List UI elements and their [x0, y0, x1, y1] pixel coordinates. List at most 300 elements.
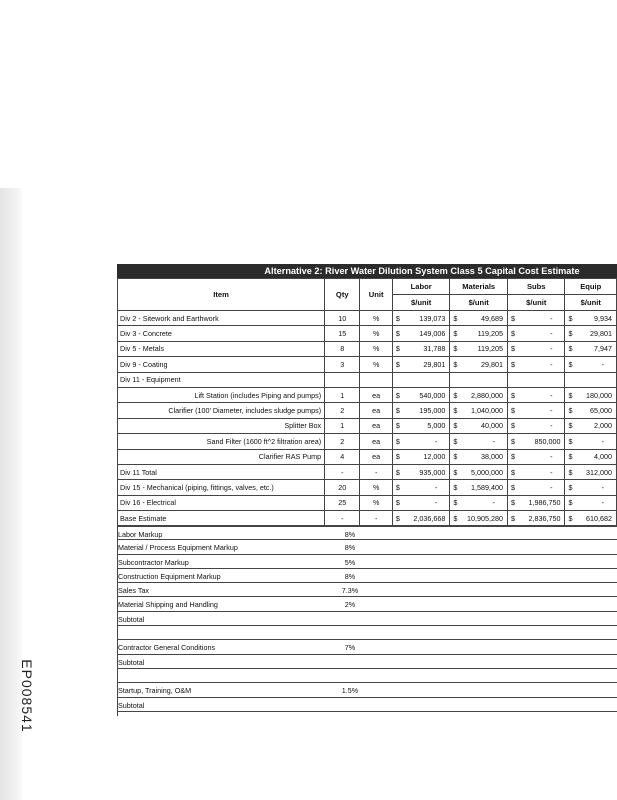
markup-label: Subcontractor Markup: [118, 557, 189, 567]
amount: -: [434, 436, 438, 446]
row-equip-cell: [565, 326, 617, 341]
money-value: [567, 438, 614, 445]
currency-symbol: $: [395, 482, 400, 492]
row-subs-cell: [508, 480, 565, 495]
markup-label: Startup, Training, O&M: [118, 686, 192, 696]
currency-symbol: $: [568, 513, 573, 523]
amount: 65,000: [590, 405, 612, 415]
money-value: [510, 330, 562, 337]
markup-label: Subtotal: [118, 614, 145, 624]
currency-symbol: $: [511, 498, 516, 508]
amount: 610,682: [586, 513, 612, 523]
money-value: [567, 392, 614, 399]
row-equip-cell: [565, 495, 617, 510]
header-subs-unit: $/unit: [508, 295, 565, 311]
amount: 540,000: [419, 390, 446, 400]
money-value: [510, 407, 562, 414]
money-value: [452, 345, 505, 352]
row-subs-cell: [508, 434, 565, 449]
row-materials-cell: [450, 341, 508, 356]
amount: -: [601, 359, 604, 369]
cost-table-body: [118, 311, 617, 526]
markup-value: 5%: [344, 557, 356, 567]
currency-symbol: $: [395, 328, 400, 338]
row-qty: -: [325, 464, 360, 479]
row-unit: %: [360, 495, 393, 510]
table-row: [118, 372, 617, 387]
amount: 9,934: [594, 313, 612, 323]
currency-symbol: $: [453, 452, 458, 462]
currency-symbol: $: [395, 390, 400, 400]
markup-value: 2%: [344, 600, 356, 610]
row-labor-cell: [392, 434, 449, 449]
currency-symbol: $: [395, 467, 400, 477]
amount: -: [492, 498, 496, 508]
header-row: [118, 279, 617, 295]
row-qty: 1: [325, 387, 360, 402]
currency-symbol: $: [453, 436, 458, 446]
money-value: [452, 469, 505, 476]
row-labor-cell: [392, 464, 449, 479]
table-row: [118, 495, 617, 510]
money-value: [452, 515, 505, 522]
money-value: [395, 438, 447, 445]
amount: 119,205: [477, 328, 504, 338]
markup-label: Subtotal: [118, 657, 145, 667]
money-value: [395, 453, 447, 460]
table-row: [118, 434, 617, 449]
row-equip-cell: [565, 449, 617, 464]
currency-symbol: $: [453, 498, 458, 508]
row-unit: %: [360, 311, 393, 326]
markup-label: Contractor General Conditions: [118, 643, 216, 653]
row-subs-cell: [508, 511, 565, 526]
row-equip-cell: [565, 434, 617, 449]
markup-row: [117, 569, 617, 583]
money-value: [510, 438, 562, 445]
amount: -: [550, 359, 553, 369]
row-unit: ea: [360, 387, 393, 402]
amount: 40,000: [481, 421, 504, 431]
row-labor-cell: [392, 511, 449, 526]
currency-symbol: $: [395, 513, 400, 523]
row-item-label: Clarifier RAS Pump: [118, 449, 325, 464]
table-row: [118, 357, 617, 372]
currency-symbol: $: [568, 482, 573, 492]
row-materials-cell: [450, 464, 508, 479]
row-subs-cell: [508, 403, 565, 418]
header-labor-unit: $/unit: [392, 295, 449, 311]
row-labor-cell: [392, 372, 449, 387]
money-value: [567, 515, 614, 522]
row-materials-cell: [450, 434, 508, 449]
row-materials-cell: [450, 511, 508, 526]
currency-symbol: $: [568, 421, 573, 431]
amount: 935,000: [419, 467, 446, 477]
row-qty: -: [325, 511, 360, 526]
amount: -: [550, 344, 553, 354]
money-value: [567, 330, 614, 337]
row-item-label: Div 16 - Electrical: [118, 495, 325, 510]
markup-row: [117, 555, 617, 569]
row-labor-cell: [392, 495, 449, 510]
row-qty: 25: [325, 495, 360, 510]
money-value: [452, 484, 505, 491]
row-qty: 2: [325, 434, 360, 449]
currency-symbol: $: [453, 313, 458, 323]
currency-symbol: $: [511, 405, 516, 415]
amount: 139,073: [419, 313, 446, 323]
header-materials-unit: $/unit: [450, 295, 508, 311]
currency-symbol: $: [395, 405, 400, 415]
table-row: [118, 341, 617, 356]
amount: -: [550, 313, 553, 323]
header-materials: Materials: [450, 279, 508, 295]
markup-label: Labor Markup: [118, 530, 163, 539]
row-materials-cell: [450, 480, 508, 495]
table-row: [118, 403, 617, 418]
row-unit: -: [360, 511, 393, 526]
amount: 29,801: [590, 328, 612, 338]
amount: 4,000: [594, 452, 612, 462]
markup-row: [117, 669, 617, 683]
currency-symbol: $: [568, 405, 573, 415]
amount: -: [434, 498, 438, 508]
amount: 119,205: [477, 344, 504, 354]
currency-symbol: $: [511, 421, 516, 431]
row-materials-cell: [450, 357, 508, 372]
currency-symbol: $: [395, 498, 400, 508]
amount: -: [550, 421, 553, 431]
row-labor-cell: [392, 387, 449, 402]
row-qty: 1: [325, 418, 360, 433]
row-equip-cell: [565, 341, 617, 356]
row-qty: 15: [325, 326, 360, 341]
money-value: [395, 392, 447, 399]
amount: 850,000: [534, 436, 561, 446]
row-item-label: Div 11 Total: [118, 464, 325, 479]
money-value: [452, 438, 505, 445]
money-value: [567, 315, 614, 322]
header-subs: Subs: [508, 279, 565, 295]
amount: 29,801: [423, 359, 446, 369]
money-value: [452, 330, 505, 337]
currency-symbol: $: [511, 452, 516, 462]
money-value: [510, 469, 562, 476]
amount: 31,788: [423, 344, 446, 354]
row-subs-cell: [508, 372, 565, 387]
row-labor-cell: [392, 403, 449, 418]
currency-symbol: $: [453, 328, 458, 338]
row-materials-cell: [450, 387, 508, 402]
table-row: [118, 480, 617, 495]
row-subs-cell: [508, 387, 565, 402]
row-labor-cell: [392, 449, 449, 464]
amount: 1,589,400: [471, 482, 504, 492]
markup-row: [117, 526, 617, 540]
row-subs-cell: [508, 357, 565, 372]
amount: -: [550, 405, 553, 415]
amount: 2,000: [594, 421, 612, 431]
row-qty: 10: [325, 311, 360, 326]
markup-value: 7%: [344, 643, 356, 653]
markup-label: Material / Process Equipment Markup: [118, 543, 238, 553]
row-item-label: Base Estimate: [118, 511, 325, 526]
row-equip-cell: [565, 464, 617, 479]
row-unit: ea: [360, 418, 393, 433]
markup-value: 7.3%: [341, 586, 359, 596]
money-value: [510, 422, 562, 429]
amount: -: [550, 452, 553, 462]
markup-value: 8%: [344, 571, 356, 581]
row-labor-cell: [392, 311, 449, 326]
currency-symbol: $: [568, 452, 573, 462]
amount: -: [550, 390, 553, 400]
money-value: [395, 422, 447, 429]
markup-row: [117, 540, 617, 554]
header-equip-unit: $/unit: [565, 295, 617, 311]
amount: -: [601, 482, 604, 492]
markup-label: Sales Tax: [118, 586, 150, 596]
currency-symbol: $: [511, 344, 516, 354]
currency-symbol: $: [511, 328, 516, 338]
row-unit: ea: [360, 449, 393, 464]
amount: 1,986,750: [528, 498, 561, 508]
row-qty: [325, 372, 360, 387]
money-value: [395, 315, 447, 322]
amount: 149,006: [419, 328, 446, 338]
money-value: [567, 484, 614, 491]
amount: 180,000: [586, 390, 612, 400]
currency-symbol: $: [511, 313, 516, 323]
row-subs-cell: [508, 311, 565, 326]
amount: -: [492, 436, 496, 446]
row-subs-cell: [508, 341, 565, 356]
money-value: [452, 422, 505, 429]
row-materials-cell: [450, 495, 508, 510]
money-value: [567, 345, 614, 352]
money-value: [395, 330, 447, 337]
row-qty: 4: [325, 449, 360, 464]
markup-label: Construction Equipment Markup: [118, 571, 221, 581]
row-item-label: Div 11 - Equipment: [118, 372, 325, 387]
money-value: [510, 361, 562, 368]
row-equip-cell: [565, 403, 617, 418]
money-value: [510, 453, 562, 460]
table-row: [118, 311, 617, 326]
amount: 2,880,000: [471, 390, 504, 400]
row-equip-cell: [565, 372, 617, 387]
amount: -: [550, 482, 553, 492]
money-value: [510, 345, 562, 352]
row-unit: -: [360, 464, 393, 479]
money-value: [395, 361, 447, 368]
amount: 38,000: [481, 452, 504, 462]
row-item-label: Div 5 - Metals: [118, 341, 325, 356]
money-value: [510, 315, 562, 322]
currency-symbol: $: [568, 359, 573, 369]
money-value: [510, 499, 562, 506]
row-unit: %: [360, 357, 393, 372]
row-equip-cell: [565, 418, 617, 433]
header-item: Item: [118, 279, 325, 311]
table-row: [118, 511, 617, 526]
row-materials-cell: [450, 372, 508, 387]
money-value: [567, 422, 614, 429]
currency-symbol: $: [568, 328, 573, 338]
row-equip-cell: [565, 480, 617, 495]
money-value: [395, 407, 447, 414]
currency-symbol: $: [453, 482, 458, 492]
currency-symbol: $: [395, 452, 400, 462]
row-labor-cell: [392, 480, 449, 495]
row-unit: ea: [360, 434, 393, 449]
header-qty: Qty: [325, 279, 360, 311]
markup-value: 8%: [344, 543, 356, 553]
markup-row: [117, 698, 617, 712]
currency-symbol: $: [511, 513, 516, 523]
row-materials-cell: [450, 403, 508, 418]
row-unit: [360, 372, 393, 387]
row-subs-cell: [508, 418, 565, 433]
row-unit: %: [360, 480, 393, 495]
markup-row: [117, 583, 617, 597]
currency-symbol: $: [511, 390, 516, 400]
money-value: [452, 392, 505, 399]
amount: -: [601, 498, 604, 508]
currency-symbol: $: [453, 467, 458, 477]
row-labor-cell: [392, 341, 449, 356]
amount: 2,836,750: [528, 513, 561, 523]
amount: -: [601, 436, 604, 446]
markup-row: [117, 626, 617, 640]
markup-value: 1.5%: [341, 686, 359, 696]
row-equip-cell: [565, 387, 617, 402]
amount: 2,036,668: [413, 513, 446, 523]
row-item-label: Sand Filter (1600 ft^2 filtration area): [118, 434, 325, 449]
currency-symbol: $: [511, 359, 516, 369]
markup-row: [117, 612, 617, 626]
currency-symbol: $: [453, 344, 458, 354]
currency-symbol: $: [395, 359, 400, 369]
amount: 7,947: [594, 344, 612, 354]
amount: -: [550, 467, 553, 477]
money-value: [395, 515, 447, 522]
row-subs-cell: [508, 464, 565, 479]
money-value: [510, 392, 562, 399]
cost-table: [117, 278, 617, 526]
currency-symbol: $: [453, 421, 458, 431]
currency-symbol: $: [568, 313, 573, 323]
currency-symbol: $: [568, 390, 573, 400]
table-row: [118, 464, 617, 479]
markup-row: [117, 683, 617, 697]
amount: -: [550, 328, 553, 338]
markup-label: Material Shipping and Handling: [118, 600, 218, 610]
table-row: [118, 449, 617, 464]
amount: 5,000,000: [471, 467, 504, 477]
currency-symbol: $: [511, 482, 516, 492]
markup-row: [117, 597, 617, 611]
currency-symbol: $: [395, 344, 400, 354]
row-equip-cell: [565, 311, 617, 326]
currency-symbol: $: [511, 436, 516, 446]
row-labor-cell: [392, 326, 449, 341]
amount: 10,905,280: [467, 513, 504, 523]
row-labor-cell: [392, 418, 449, 433]
money-value: [567, 469, 614, 476]
row-item-label: Lift Station (includes Piping and pumps): [118, 387, 325, 402]
currency-symbol: $: [453, 513, 458, 523]
row-unit: %: [360, 326, 393, 341]
markup-row: [117, 640, 617, 654]
money-value: [452, 407, 505, 414]
currency-symbol: $: [568, 436, 573, 446]
table-row: [118, 418, 617, 433]
row-item-label: Clarifier (100' Diameter, includes sludge pumps): [118, 403, 325, 418]
row-equip-cell: [565, 357, 617, 372]
amount: 5,000: [427, 421, 446, 431]
amount: 1,040,000: [471, 405, 504, 415]
row-item-label: Div 3 - Concrete: [118, 326, 325, 341]
currency-symbol: $: [395, 421, 400, 431]
money-value: [567, 453, 614, 460]
amount: 312,000: [586, 467, 612, 477]
currency-symbol: $: [568, 467, 573, 477]
money-value: [567, 499, 614, 506]
money-value: [452, 361, 505, 368]
row-subs-cell: [508, 495, 565, 510]
amount: -: [434, 482, 438, 492]
currency-symbol: $: [511, 467, 516, 477]
currency-symbol: $: [395, 313, 400, 323]
currency-symbol: $: [453, 359, 458, 369]
money-value: [567, 407, 614, 414]
row-subs-cell: [508, 326, 565, 341]
money-value: [395, 484, 447, 491]
bates-number: EP008541: [19, 659, 35, 733]
row-item-label: Div 2 - Sitework and Earthwork: [118, 311, 325, 326]
currency-symbol: $: [568, 498, 573, 508]
row-item-label: Div 15 - Mechanical (piping, fittings, valves, etc.): [118, 480, 325, 495]
markups-section: [117, 526, 617, 712]
row-materials-cell: [450, 418, 508, 433]
row-materials-cell: [450, 326, 508, 341]
row-equip-cell: [565, 511, 617, 526]
amount: 29,801: [481, 359, 504, 369]
markup-row: [117, 655, 617, 669]
money-value: [510, 484, 562, 491]
money-value: [395, 499, 447, 506]
cost-estimate-sheet: [117, 264, 617, 716]
money-value: [395, 469, 447, 476]
currency-symbol: $: [568, 344, 573, 354]
row-qty: 8: [325, 341, 360, 356]
markup-label: Subtotal: [118, 700, 145, 710]
money-value: [510, 515, 562, 522]
money-value: [452, 499, 505, 506]
money-value: [567, 361, 614, 368]
row-item-label: Div 9 - Coating: [118, 357, 325, 372]
table-row: [118, 387, 617, 402]
money-value: [452, 453, 505, 460]
row-subs-cell: [508, 449, 565, 464]
amount: 12,000: [423, 452, 446, 462]
amount: 195,000: [419, 405, 446, 415]
currency-symbol: $: [395, 436, 400, 446]
money-value: [395, 345, 447, 352]
row-qty: 3: [325, 357, 360, 372]
